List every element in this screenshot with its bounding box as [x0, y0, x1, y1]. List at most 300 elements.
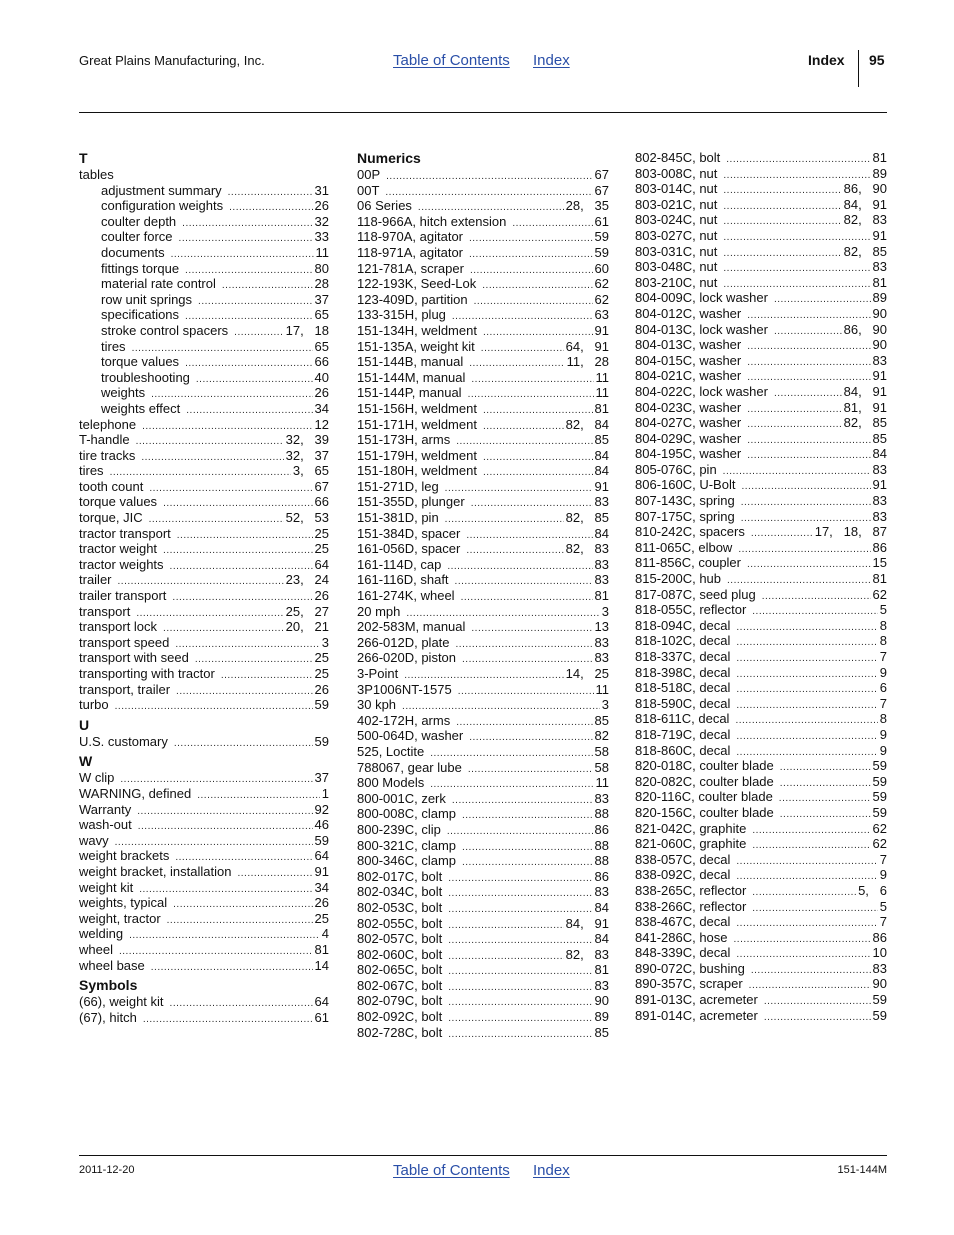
dot-leader — [175, 637, 319, 653]
entry-pages: 83 — [594, 790, 609, 806]
dot-leader — [752, 885, 856, 901]
dot-leader — [747, 417, 841, 433]
entry-term: tractor weight — [79, 541, 158, 557]
entry-pages: 83 — [872, 259, 887, 275]
entry-pages: 3 — [321, 634, 329, 650]
entry-term: 818-590C, decal — [635, 695, 731, 711]
dot-leader — [447, 559, 592, 575]
entry-term: 838-092C, decal — [635, 867, 731, 883]
entry-pages: 59 — [872, 789, 887, 805]
entry-pages: 26 — [314, 198, 329, 214]
entry-pages: 81 — [872, 150, 887, 165]
entry-term: 402-172H, arms — [357, 712, 451, 728]
entry-term: 815-200C, hub — [635, 571, 722, 587]
index-entry — [79, 864, 329, 880]
entry-pages: 67 — [594, 167, 609, 182]
index-entry — [79, 770, 329, 786]
entry-pages: 82, 83 — [843, 212, 887, 228]
entry-pages: 86 — [594, 868, 609, 884]
dot-leader — [448, 980, 592, 996]
dot-leader — [198, 294, 312, 310]
footer-index-link[interactable]: Index — [533, 1162, 570, 1179]
index-entry — [357, 526, 609, 542]
index-entry — [79, 666, 329, 682]
entry-pages: 91 — [872, 227, 887, 243]
dot-leader — [482, 278, 592, 294]
dot-leader — [448, 1011, 592, 1027]
entry-pages: 8 — [879, 617, 887, 633]
entry-pages: 83 — [872, 508, 887, 524]
index-entry — [79, 833, 329, 849]
index-entry — [635, 774, 887, 790]
dot-leader — [749, 978, 871, 994]
dot-leader — [723, 246, 841, 262]
dot-leader — [179, 231, 313, 247]
entry-pages: 88 — [594, 853, 609, 869]
index-entry — [357, 993, 609, 1009]
dot-leader — [176, 684, 312, 700]
entry-term: transport lock — [79, 619, 158, 635]
entry-term: 800-321C, clamp — [357, 837, 456, 853]
index-entry — [635, 368, 887, 384]
entry-pages: 80 — [314, 260, 329, 276]
entry-term: 804-027C, washer — [635, 415, 742, 431]
entry-term: 818-337C, decal — [635, 649, 731, 664]
entry-term: 266-012D, plate — [357, 634, 450, 650]
dot-leader — [468, 762, 593, 778]
entry-term: 123-409D, partition — [357, 291, 468, 307]
index-entry — [79, 572, 329, 588]
dot-leader — [173, 897, 312, 913]
entry-term: 802-067C, bolt — [357, 977, 443, 993]
entry-pages: 37 — [314, 770, 329, 786]
entry-pages: 28 — [314, 276, 329, 292]
dot-leader — [764, 1010, 871, 1026]
dot-leader — [174, 736, 313, 752]
entry-pages: 82 — [594, 728, 609, 744]
entry-term: 800 Models — [357, 775, 425, 791]
index-entry — [357, 869, 609, 885]
entry-pages: 58 — [594, 759, 609, 775]
index-entry — [635, 587, 887, 603]
index-entry — [357, 448, 609, 464]
entry-term: tire tracks — [79, 447, 136, 463]
index-entry — [79, 911, 329, 927]
entry-pages: 34 — [314, 879, 329, 895]
entry-pages: 84 — [594, 931, 609, 947]
entry-pages: 23, 24 — [285, 572, 329, 588]
entry-term: 525, Loctite — [357, 743, 425, 759]
dot-leader — [483, 465, 593, 481]
entry-term: 890-072C, bushing — [635, 960, 745, 976]
entry-pages: 83 — [594, 650, 609, 666]
index-entry — [635, 212, 887, 228]
index-entry — [635, 649, 887, 665]
entry-pages: 65 — [314, 307, 329, 323]
dot-leader — [229, 200, 312, 216]
header-divider — [858, 50, 859, 87]
index-entry — [635, 555, 887, 571]
index-entry — [635, 665, 887, 681]
entry-term: 151-173H, arms — [357, 432, 451, 448]
entry-pages: 91 — [872, 477, 887, 493]
entry-pages: 85 — [594, 712, 609, 728]
dot-leader — [780, 760, 871, 776]
entry-term: transport — [79, 603, 131, 619]
index-subentry — [79, 261, 329, 277]
dot-leader — [774, 292, 871, 308]
index-entry — [357, 682, 609, 698]
entry-term: 151-355D, plunger — [357, 494, 465, 510]
entry-pages: 85 — [594, 1024, 609, 1040]
entry-term: torque, JIC — [79, 510, 143, 526]
dot-leader — [736, 916, 877, 932]
entry-pages: 59 — [594, 244, 609, 260]
dot-leader — [741, 495, 871, 511]
index-entry — [357, 666, 609, 682]
entry-term: 838-467C, decal — [635, 914, 731, 930]
dot-leader — [385, 185, 592, 201]
entry-term: 818-518C, decal — [635, 680, 731, 696]
entry-term: turbo — [79, 697, 109, 713]
entry-term: 804-009C, lock washer — [635, 290, 768, 306]
index-entry — [357, 417, 609, 433]
index-entry — [635, 493, 887, 509]
entry-term: material rate control — [101, 276, 216, 292]
index-entry — [635, 431, 887, 447]
entry-pages: 25, 27 — [285, 603, 329, 619]
index-entry — [357, 183, 609, 199]
dot-leader — [736, 635, 877, 651]
dot-leader — [455, 574, 593, 590]
entry-pages: 91 — [872, 368, 887, 384]
entry-pages: 84, 91 — [565, 915, 609, 931]
dot-leader — [780, 807, 871, 823]
entry-pages: 7 — [879, 695, 887, 711]
index-subentry — [79, 339, 329, 355]
entry-term: 802-079C, bolt — [357, 993, 443, 1009]
entry-term: 818-055C, reflector — [635, 602, 747, 618]
entry-pages: 32, 37 — [285, 447, 329, 463]
entry-pages: 84 — [594, 463, 609, 479]
entry-term: 121-781A, scraper — [357, 260, 464, 276]
index-entry — [357, 853, 609, 869]
index-entry — [635, 509, 887, 525]
entry-pages: 59 — [872, 1007, 887, 1023]
entry-term: 118-970A, agitator — [357, 229, 463, 245]
entry-term: 151-144M, manual — [357, 369, 466, 385]
entry-pages: 86 — [594, 821, 609, 837]
entry-term: 802-728C, bolt — [357, 1024, 443, 1040]
index-entry — [635, 244, 887, 260]
index-entry — [79, 510, 329, 526]
entry-term: 818-860C, decal — [635, 742, 731, 758]
entry-pages: 26 — [314, 588, 329, 604]
entry-term: 151-135A, weight kit — [357, 338, 475, 354]
index-entry — [357, 198, 609, 214]
entry-pages: 25 — [314, 541, 329, 557]
dot-leader — [774, 386, 842, 402]
entry-pages: 7 — [879, 649, 887, 664]
entry-term: 803-008C, nut — [635, 165, 718, 181]
entry-term: 838-265C, reflector — [635, 882, 747, 898]
index-entry — [635, 945, 887, 961]
entry-term: weight, tractor — [79, 910, 161, 926]
dot-leader — [779, 791, 871, 807]
entry-term: 118-966A, hitch extension — [357, 213, 507, 229]
index-link[interactable]: Index — [533, 52, 570, 69]
entry-pages: 62 — [872, 586, 887, 602]
entry-pages: 31 — [314, 182, 329, 198]
dot-leader — [469, 730, 592, 746]
dot-leader — [736, 651, 877, 667]
entry-term: Warranty — [79, 801, 132, 817]
entry-term: 803-031C, nut — [635, 243, 718, 259]
entry-pages: 11, 28 — [566, 354, 609, 370]
entry-term: wavy — [79, 832, 109, 848]
index-entry — [79, 494, 329, 510]
entry-pages: 59 — [872, 758, 887, 774]
entry-pages: 83 — [594, 634, 609, 650]
index-entry — [357, 541, 609, 557]
footer-table-of-contents-link[interactable]: Table of Contents — [393, 1162, 510, 1179]
entry-term: 161-116D, shaft — [357, 572, 449, 588]
index-entry — [79, 526, 329, 542]
entry-pages: 64 — [314, 994, 329, 1010]
index-entry — [357, 510, 609, 526]
dot-leader — [143, 1012, 313, 1028]
index-entry — [635, 976, 887, 992]
index-entry — [79, 817, 329, 833]
entry-term: documents — [101, 244, 165, 260]
entry-term: 810-242C, spacers — [635, 524, 745, 540]
index-entry — [635, 353, 887, 369]
entry-term: 500-064D, washer — [357, 728, 464, 744]
entry-term: 802-055C, bolt — [357, 915, 443, 931]
entry-term: coulter depth — [101, 213, 177, 229]
entry-pages: 59 — [594, 229, 609, 245]
entry-term: 804-195C, washer — [635, 446, 742, 462]
index-entry — [357, 962, 609, 978]
entry-term: (67), hitch — [79, 1009, 137, 1025]
entry-pages: 90 — [872, 337, 887, 353]
entry-pages: 82, 84 — [565, 416, 609, 432]
index-entry — [635, 930, 887, 946]
entry-term: 122-193K, Seed-Lok — [357, 276, 477, 292]
entry-term: 804-022C, lock washer — [635, 383, 768, 399]
entry-term: 151-381D, pin — [357, 510, 439, 526]
entry-term: U.S. customary — [79, 733, 168, 749]
dot-leader — [448, 886, 592, 902]
index-entry — [357, 463, 609, 479]
entry-term: 803-027C, nut — [635, 227, 718, 243]
dot-leader — [723, 214, 841, 230]
entry-term: 807-143C, spring — [635, 493, 735, 509]
entry-pages: 65 — [314, 338, 329, 354]
dot-leader — [736, 698, 877, 714]
index-entry — [79, 650, 329, 666]
index-entry — [79, 479, 329, 495]
entry-pages: 17, 18 — [285, 322, 329, 338]
entry-term: 820-156C, coulter blade — [635, 804, 774, 820]
letter-heading-symbols: Symbols — [79, 977, 138, 994]
dot-leader — [469, 247, 593, 263]
index-entry — [79, 432, 329, 448]
entry-pages: 84, 91 — [843, 196, 887, 212]
index-entry — [635, 197, 887, 213]
entry-term: 30 kph — [357, 697, 397, 713]
index-entry — [357, 401, 609, 417]
entry-term: 891-014C, acremeter — [635, 1007, 758, 1023]
entry-term: 804-021C, washer — [635, 368, 742, 384]
index-entry — [635, 540, 887, 556]
entry-term: transport, trailer — [79, 681, 171, 697]
entry-term: wheel base — [79, 957, 145, 973]
index-entry — [635, 259, 887, 275]
dot-leader — [462, 855, 593, 871]
entry-pages: 89 — [872, 290, 887, 306]
entry-pages: 1 — [321, 785, 329, 801]
entry-pages: 66 — [314, 354, 329, 370]
index-entry — [357, 214, 609, 230]
dot-leader — [474, 294, 593, 310]
table-of-contents-link[interactable]: Table of Contents — [393, 52, 510, 69]
entry-term: 811-856C, coupler — [635, 555, 741, 571]
index-entry — [357, 167, 609, 183]
entry-pages: 58 — [594, 743, 609, 759]
dot-leader — [723, 199, 841, 215]
dot-leader — [774, 324, 842, 340]
entry-term: 803-024C, nut — [635, 212, 718, 228]
entry-term: 151-156H, weldment — [357, 400, 477, 416]
entry-pages: 85 — [872, 430, 887, 446]
index-entry — [635, 618, 887, 634]
dot-leader — [736, 854, 877, 870]
entry-term: 803-021C, nut — [635, 196, 718, 212]
letter-heading-u: U — [79, 716, 90, 733]
index-entry — [79, 895, 329, 911]
index-entry — [635, 384, 887, 400]
index-entry — [79, 786, 329, 802]
entry-pages: 92 — [314, 801, 329, 817]
index-entry — [357, 713, 609, 729]
entry-term: 820-018C, coulter blade — [635, 758, 774, 774]
entry-pages: 64 — [314, 556, 329, 572]
entry-term: stroke control spacers — [101, 322, 229, 338]
index-entry — [357, 791, 609, 807]
entry-pages: 82, 85 — [565, 510, 609, 526]
dot-leader — [448, 964, 592, 980]
entry-term: W clip — [79, 770, 115, 786]
entry-term: 805-076C, pin — [635, 461, 717, 477]
footer-document-code: 151-144M — [837, 1164, 887, 1176]
dot-leader — [752, 838, 870, 854]
entry-term: 821-060C, graphite — [635, 836, 747, 852]
dot-leader — [736, 667, 877, 683]
index-entry — [635, 633, 887, 649]
entry-pages: 64 — [314, 848, 329, 864]
dot-leader — [735, 713, 877, 729]
dot-leader — [221, 668, 313, 684]
entry-term: weight bracket, installation — [79, 863, 232, 879]
index-entry — [357, 619, 609, 635]
index-entry — [357, 323, 609, 339]
entry-term: tractor weights — [79, 556, 164, 572]
entry-pages: 26 — [314, 681, 329, 697]
entry-pages: 81, 91 — [843, 399, 887, 415]
entry-term: 811-065C, elbow — [635, 539, 733, 555]
entry-term: 118-971A, agitator — [357, 244, 463, 260]
index-entry — [635, 992, 887, 1008]
entry-term: troubleshooting — [101, 369, 190, 385]
dot-leader — [461, 590, 593, 606]
index-entry — [635, 743, 887, 759]
entry-pages: 83 — [872, 960, 887, 976]
entry-term: 804-012C, washer — [635, 305, 742, 321]
entry-pages: 11 — [595, 369, 609, 385]
entry-pages: 82, 85 — [843, 415, 887, 431]
index-entry — [357, 947, 609, 963]
dot-leader — [177, 528, 313, 544]
entry-term: wash-out — [79, 817, 132, 833]
index-entry — [357, 635, 609, 651]
index-entry — [357, 760, 609, 776]
entry-pages: 59 — [314, 733, 329, 749]
entry-pages: 26 — [314, 895, 329, 911]
dot-leader — [734, 932, 871, 948]
entry-term: 151-384D, spacer — [357, 525, 461, 541]
dot-leader — [483, 450, 593, 466]
entry-term: transport with seed — [79, 650, 189, 666]
entry-term: wheel — [79, 941, 113, 957]
index-entry — [79, 557, 329, 573]
page-number: 95 — [869, 52, 885, 68]
entry-pages: 37 — [314, 291, 329, 307]
index-entry — [79, 417, 329, 433]
index-entry — [357, 385, 609, 401]
dot-leader — [386, 169, 592, 185]
index-entry — [357, 432, 609, 448]
index-subentry — [79, 198, 329, 214]
dot-leader — [197, 788, 320, 804]
entry-pages: 26 — [314, 385, 329, 401]
dot-leader — [736, 729, 877, 745]
section-title: Index — [808, 52, 845, 68]
dot-leader — [458, 684, 594, 700]
entry-term: 151-144P, manual — [357, 385, 462, 401]
index-entry — [357, 557, 609, 573]
entry-pages: 9 — [879, 867, 887, 883]
index-subentry — [79, 323, 329, 339]
entry-pages: 7 — [879, 851, 887, 867]
entry-pages: 84 — [594, 447, 609, 463]
dot-leader — [764, 994, 871, 1010]
index-entry — [357, 245, 609, 261]
entry-term: 161-056D, spacer — [357, 541, 461, 557]
index-entry — [79, 619, 329, 635]
index-entry — [357, 978, 609, 994]
entry-pages: 15 — [872, 555, 887, 571]
dot-leader — [469, 356, 564, 372]
entry-pages: 13 — [594, 619, 609, 635]
dot-leader — [141, 450, 283, 466]
dot-leader — [171, 247, 314, 263]
entry-term: 804-023C, washer — [635, 399, 742, 415]
index-column-1 — [79, 150, 329, 1025]
entry-term: trailer — [79, 572, 112, 588]
index-entry — [357, 229, 609, 245]
entry-term: 151-171H, weldment — [357, 416, 477, 432]
